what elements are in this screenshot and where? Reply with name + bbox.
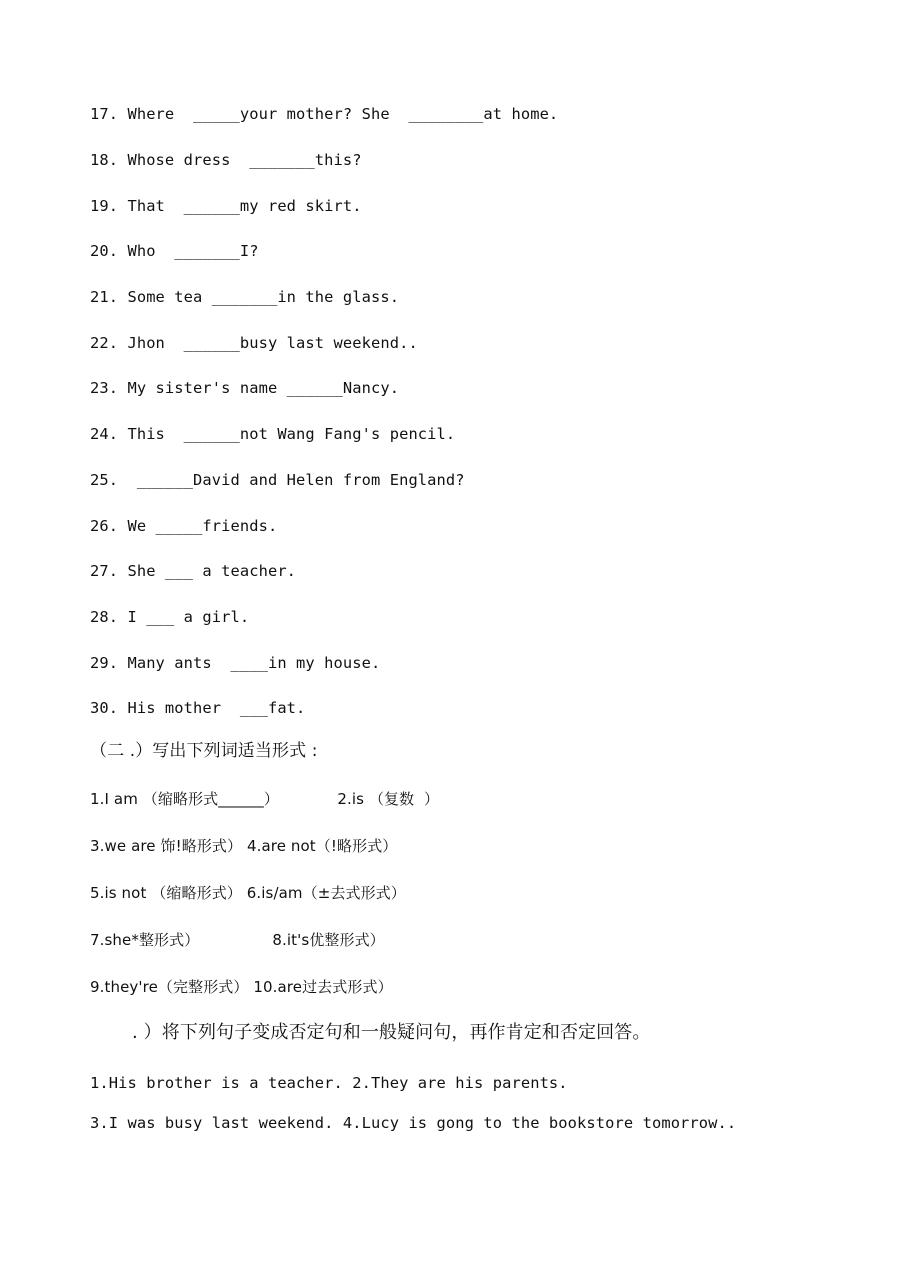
exercise-item-28: 28. I ___ a girl.	[90, 608, 250, 626]
word-form-row-3: 5.is not （缩略形式） 6.is/am（±去式形式）	[90, 884, 406, 902]
sentence-row-1: 1.His brother is a teacher. 2.They are his parents.	[90, 1074, 568, 1092]
exercise-item-27: 27. She ___ a teacher.	[90, 562, 297, 580]
exercise-item-20: 20. Who _______I?	[90, 242, 259, 260]
word-form-row-2: 3.we are 饰!略形式） 4.are not（!略形式）	[90, 837, 398, 855]
exercise-item-30: 30. His mother ___fat.	[90, 699, 306, 717]
exercise-item-25: 25. ______David and Helen from England?	[90, 471, 465, 489]
exercise-item-29: 29. Many ants ____in my house.	[90, 654, 381, 672]
exercise-item-23: 23. My sister's name ______Nancy.	[90, 379, 400, 397]
exercise-item-19: 19. That ______my red skirt.	[90, 197, 362, 215]
exercise-item-22: 22. Jhon ______busy last weekend..	[90, 334, 418, 352]
word-form-row-5: 9.they're（完整形式） 10.are过去式形式）	[90, 978, 393, 996]
sentence-row-2: 3.I was busy last weekend. 4.Lucy is gong to the bookstore tomorrow..	[90, 1114, 737, 1132]
exercise-item-18: 18. Whose dress _______this?	[90, 151, 362, 169]
section-two-heading: （二 .）写出下列词适当形式 :	[90, 741, 318, 761]
word-form-row-4: 7.she*整形式） 8.it's优整形式）	[90, 931, 385, 949]
exercise-item-24: 24. This ______not Wang Fang's pencil.	[90, 425, 456, 443]
exercise-item-21: 21. Some tea _______in the glass.	[90, 288, 400, 306]
exercise-item-26: 26. We _____friends.	[90, 517, 278, 535]
word-form-row-1: 1.I am （缩略形式______） 2.is （复数 ）	[90, 790, 440, 808]
exercise-item-17: 17. Where _____your mother? She ________at home.	[90, 105, 559, 123]
section-three-heading: . ）将下列句子变成否定句和一般疑问句，再作肯定和否定回答。	[132, 1022, 651, 1043]
